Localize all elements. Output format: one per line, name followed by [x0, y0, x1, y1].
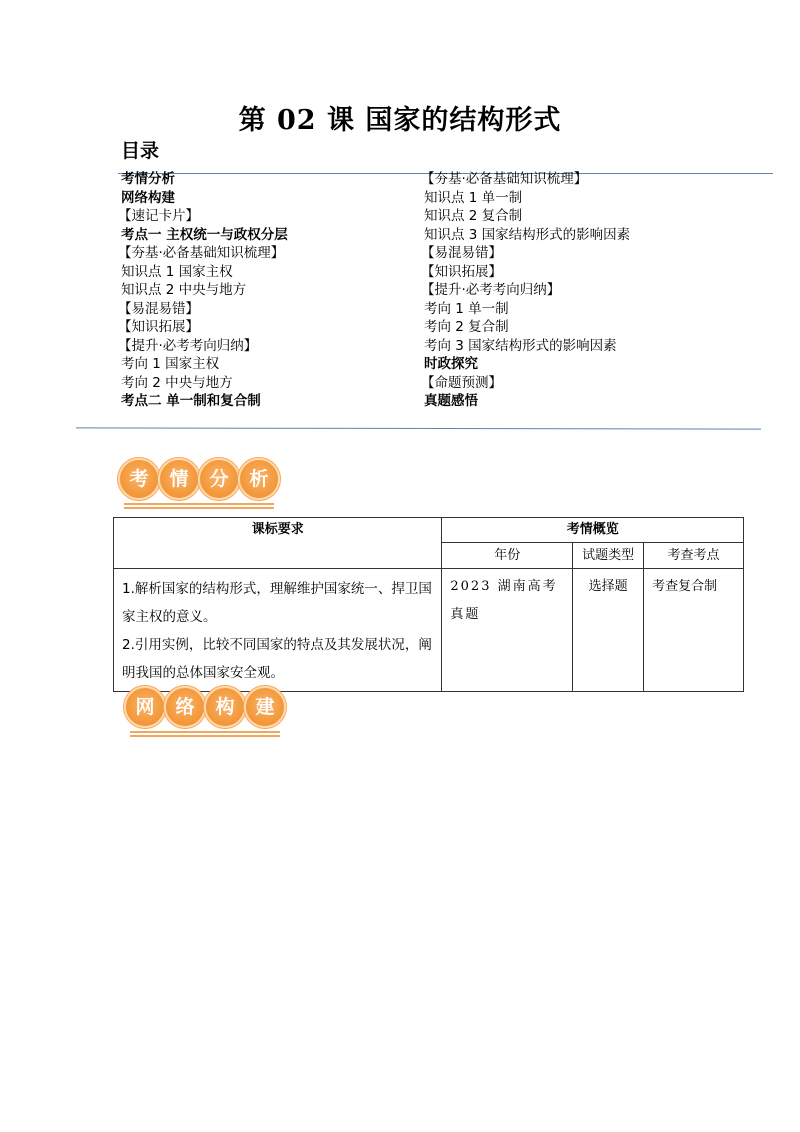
toc-item[interactable]: 考向 2 复合制: [424, 319, 509, 335]
requirement-2: 2.引用实例，比较不同国家的特点及其发展状况，阐明我国的总体国家安全观。: [122, 637, 432, 681]
toc-item[interactable]: 【提升·必考考向归纳】: [421, 282, 561, 298]
toc-item[interactable]: 知识点 3 国家结构形式的影响因素: [424, 226, 631, 243]
toc-item[interactable]: 【易混易错】: [421, 245, 502, 261]
toc-item[interactable]: 考向 1 国家主权: [121, 356, 220, 372]
header-overview: 考情概览: [442, 518, 744, 543]
toc-item[interactable]: 网络构建: [121, 189, 175, 206]
toc-item[interactable]: 【提升·必考考向归纳】: [118, 337, 258, 354]
toc-item[interactable]: 真题感悟: [424, 393, 478, 409]
toc-item[interactable]: 知识点 2 复合制: [424, 208, 523, 224]
header-requirements: 课标要求: [114, 518, 442, 569]
toc-left-column: [118, 170, 288, 411]
toc-right-column: [421, 170, 631, 411]
subheader-key-point: 考查考点: [644, 543, 744, 569]
toc-item[interactable]: 考情分析: [121, 171, 175, 187]
banner-char: 网: [124, 686, 166, 728]
year-cell: 2023 湖南高考真题: [442, 569, 573, 692]
toc-item[interactable]: 考向 1 单一制: [424, 300, 509, 317]
toc-item[interactable]: 【夯基·必备基础知识梳理】: [118, 245, 285, 261]
requirements-cell: [114, 569, 442, 692]
toc-item[interactable]: 考点二 单一制和复合制: [121, 393, 261, 409]
toc-item[interactable]: 【速记卡片】: [118, 208, 199, 224]
banner-char: 情: [158, 458, 200, 500]
key-point-cell: 考查复合制: [644, 569, 744, 692]
toc-item[interactable]: 时政探究: [424, 356, 478, 372]
subheader-year: 年份: [442, 543, 573, 569]
banner-char: 络: [164, 686, 206, 728]
toc-item[interactable]: 考点一 主权统一与政权分层: [121, 226, 288, 243]
toc-heading: 目录: [121, 140, 160, 162]
banner-char: 构: [204, 686, 246, 728]
toc-item[interactable]: 【知识拓展】: [118, 319, 199, 335]
toc-item[interactable]: 考向 2 中央与地方: [121, 374, 233, 391]
banner-char: 分: [198, 458, 240, 500]
requirement-1: 1.解析国家的结构形式，理解维护国家统一、捍卫国家主权的意义。: [122, 581, 432, 625]
toc-item[interactable]: 知识点 1 国家主权: [121, 263, 233, 280]
section-banner-network-build: [124, 686, 284, 732]
toc-item[interactable]: 【知识拓展】: [421, 263, 502, 280]
toc-item[interactable]: 【易混易错】: [118, 300, 199, 317]
toc-item[interactable]: 考向 3 国家结构形式的影响因素: [424, 337, 617, 354]
banner-char: 考: [118, 458, 160, 500]
toc-item[interactable]: 【夯基·必备基础知识梳理】: [421, 171, 588, 187]
page-title: 第 02 课 国家的结构形式: [238, 105, 562, 136]
exam-overview-table: [113, 517, 744, 692]
subheader-question-type: 试题类型: [573, 543, 644, 569]
section-banner-exam-analysis: [118, 458, 278, 504]
question-type-cell: 选择题: [573, 569, 644, 692]
toc-item[interactable]: 【命题预测】: [421, 374, 502, 391]
banner-char: 建: [244, 686, 286, 728]
toc-item[interactable]: 知识点 2 中央与地方: [121, 282, 247, 298]
banner-char: 析: [238, 458, 280, 500]
toc-item[interactable]: 知识点 1 单一制: [424, 189, 523, 206]
toc-bottom-rule: [76, 427, 761, 429]
